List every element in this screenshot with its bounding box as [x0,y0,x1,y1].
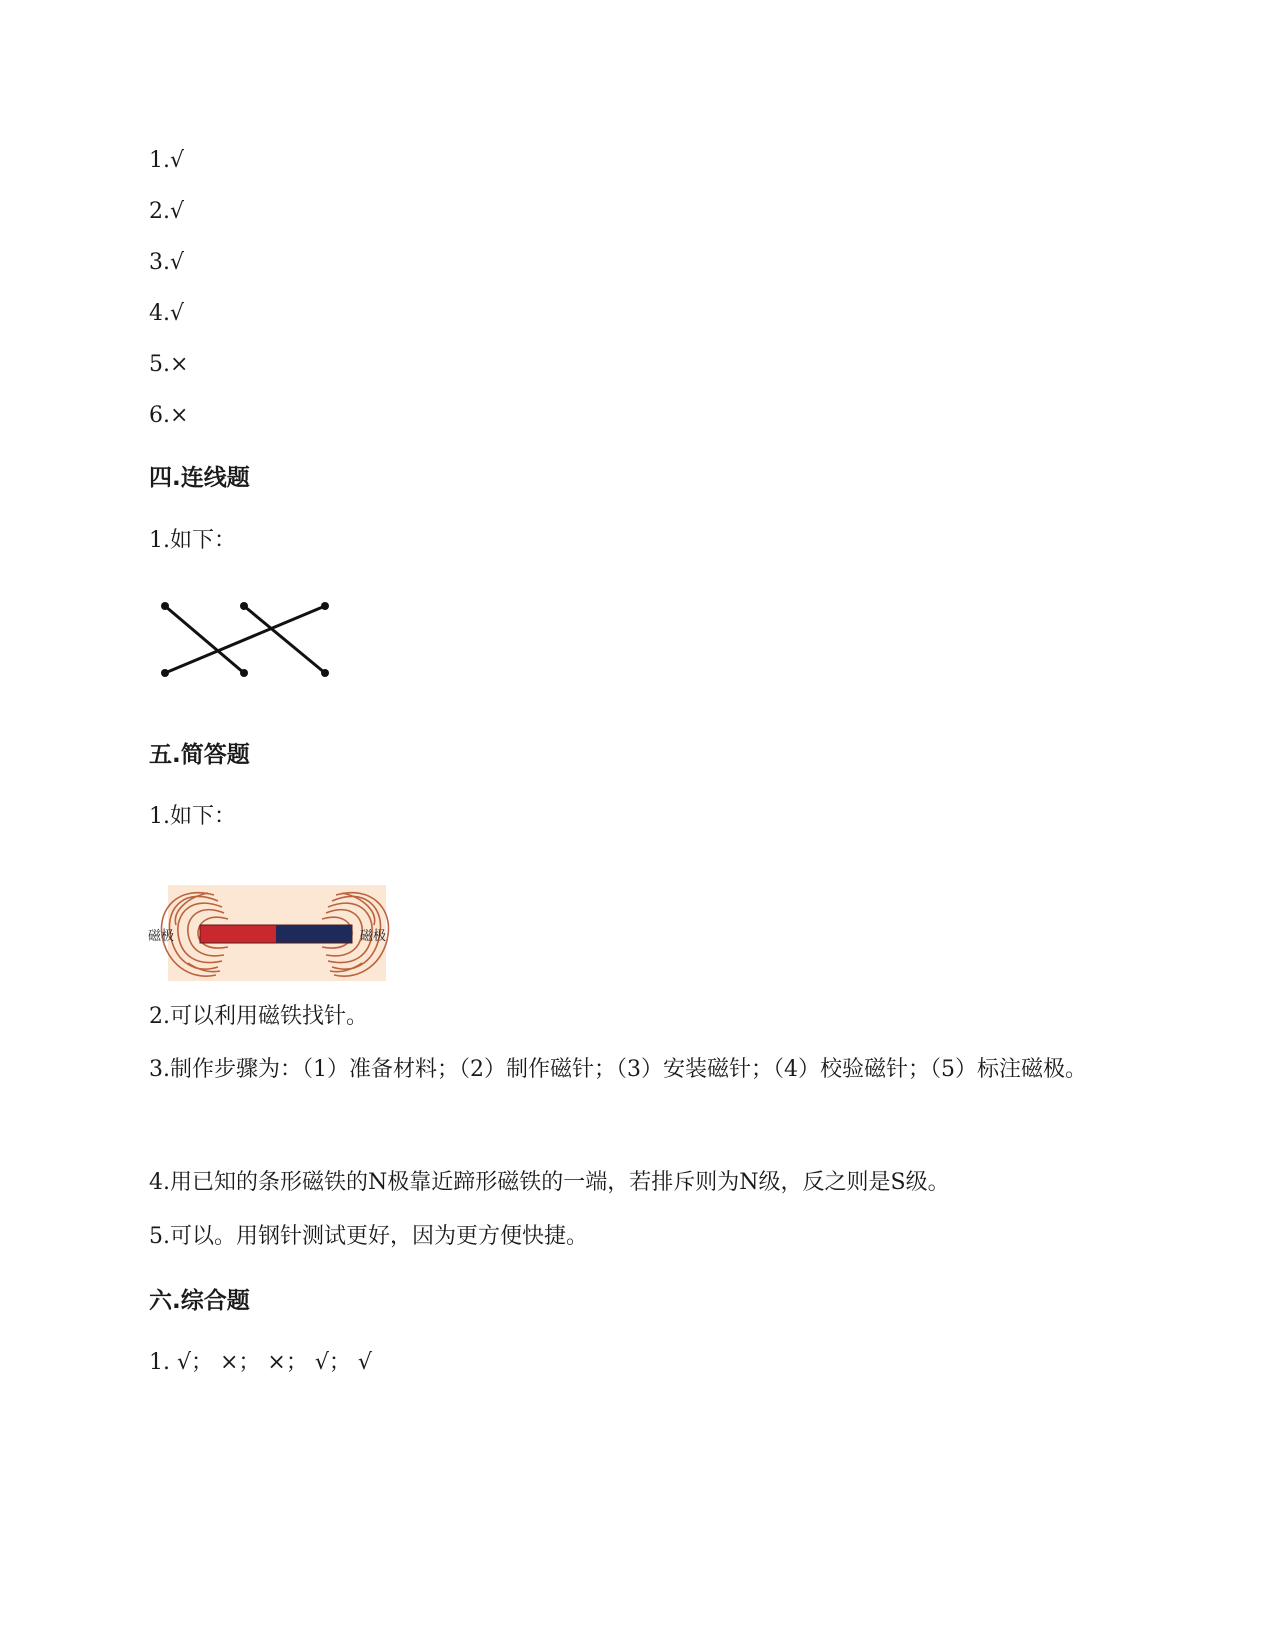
section-heading-comprehensive: 六.综合题 [149,1288,250,1314]
short-answer-1: 1.如下： [149,804,236,829]
connection-dot [321,669,329,677]
connection-dot [321,602,329,610]
bar-magnet-iron-filings-figure [148,885,408,981]
short-answer-4: 4.用已知的条形磁铁的N极靠近蹄形磁铁的一端，若排斥则为N级，反之则是S级。 [149,1170,950,1195]
connecting-line [165,606,325,673]
magnet-pole-label-left: 磁极 [148,929,175,944]
connection-dot [161,669,169,677]
section-heading-matching: 四.连线题 [149,465,250,491]
short-answer-5: 5.可以。用钢针测试更好，因为更方便快捷。 [149,1224,588,1249]
judgement-answer-4: 4.√ [149,301,185,326]
judgement-answer-3: 3.√ [149,250,185,275]
judgement-answer-2: 2.√ [149,199,185,224]
short-answer-3: 3.制作步骤为：（1）准备材料；（2）制作磁针；（3）安装磁针；（4）校验磁针；（5）标注磁极。 [149,1057,1087,1082]
matching-answer-1: 1.如下： [149,528,236,553]
connecting-line [244,606,325,673]
judgement-answer-5: 5.× [149,352,189,377]
connecting-line [165,606,244,673]
magnet-red-half [200,925,276,943]
connection-dot [240,669,248,677]
matching-lines-figure [150,585,340,675]
short-answer-2: 2.可以利用磁铁找针。 [149,1004,368,1029]
connection-dot [161,602,169,610]
judgement-answer-6: 6.× [149,403,189,428]
section-heading-short-answer: 五.简答题 [149,742,250,768]
magnet-blue-half [276,925,352,943]
judgement-answer-1: 1.√ [149,148,185,173]
connection-dot [240,602,248,610]
comprehensive-answer-1: 1. √； ×； ×； √； √ [149,1350,372,1375]
magnet-pole-label-right: 磁极 [360,929,387,944]
